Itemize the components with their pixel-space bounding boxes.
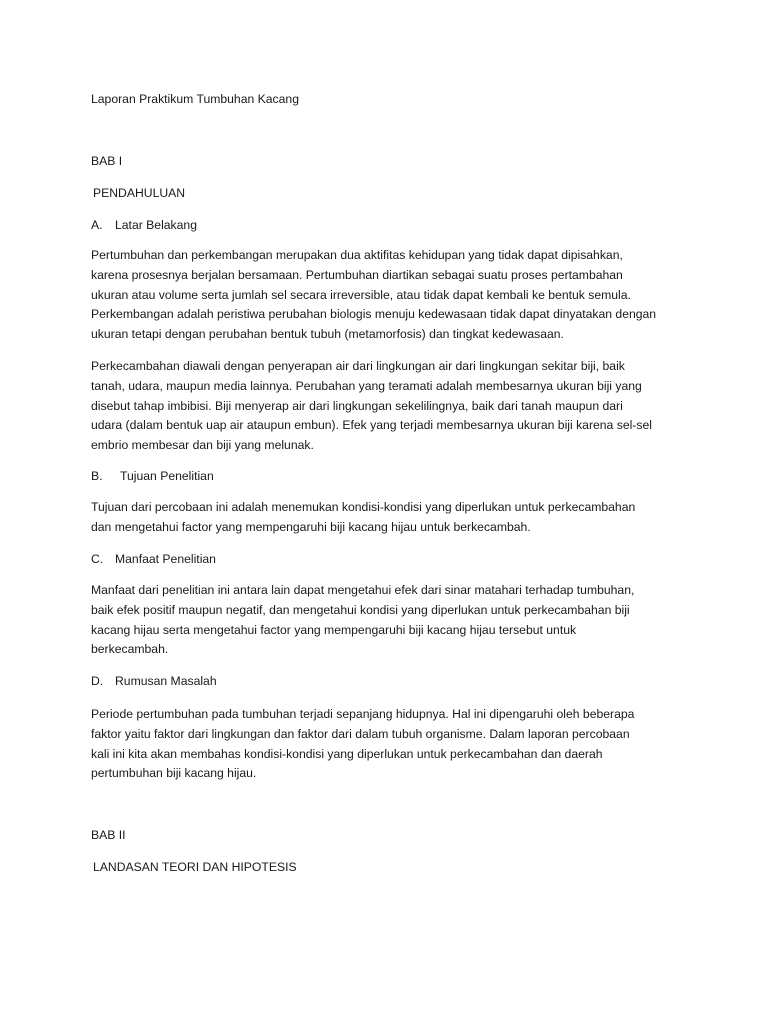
section-a-paragraph-2 xyxy=(91,357,681,456)
section-a-heading xyxy=(91,216,197,236)
paragraph-line: pertumbuhan biji kacang hijau. xyxy=(91,766,257,781)
section-c-letter: C. xyxy=(91,552,104,566)
paragraph-line: Tujuan dari percobaan ini adalah menemukan kondisi-kondisi yang diperlukan untuk perkecambahan xyxy=(91,500,636,514)
bab2-label: BAB II xyxy=(91,828,126,842)
section-b-paragraph-1 xyxy=(91,498,681,538)
paragraph-line: udara (dalam bentuk uap air ataupun embun). Efek yang terjadi membesarnya ukuran biji karena sel-sel xyxy=(91,418,652,433)
paragraph-line: disebut tahap imbibisi. Biji menyerap air dari lingkungan sekelilingnya, baik dari tanah maupun dari xyxy=(91,398,623,413)
section-b-letter: B. xyxy=(91,469,103,483)
section-d-letter: D. xyxy=(91,674,104,688)
paragraph-line: ukuran tetapi dengan perubahan bentuk tubuh (metamorfosis) dan tingkat kedewasaan. xyxy=(91,327,564,342)
section-b-heading xyxy=(91,467,214,487)
section-a-paragraph-1 xyxy=(91,246,681,345)
paragraph-line: Periode pertumbuhan pada tumbuhan terjadi sepanjang hidupnya. Hal ini dipengaruhi oleh beberapa xyxy=(91,707,635,721)
section-a-letter: A. xyxy=(91,218,103,232)
paragraph-line: embrio membesar dan biji yang melunak. xyxy=(91,438,314,453)
section-a-title: Latar Belakang xyxy=(115,218,197,232)
section-d-title: Rumusan Masalah xyxy=(115,674,217,688)
section-b-title: Tujuan Penelitian xyxy=(120,469,214,483)
bab1-label: BAB I xyxy=(91,154,123,168)
paragraph-line: berkecambah. xyxy=(91,642,169,657)
paragraph-line: dan mengetahui factor yang mempengaruhi biji kacang hijau untuk berkecambah. xyxy=(91,519,531,534)
paragraph-line: Pertumbuhan dan perkembangan merupakan dua aktifitas kehidupan yang tidak dapat dipisahkan, xyxy=(91,248,623,262)
document-page xyxy=(91,0,681,1024)
section-c-paragraph-1 xyxy=(91,581,681,660)
paragraph-line: faktor yaitu faktor dari lingkungan dan faktor dari dalam tubuh organisme. Dalam laporan percobaan xyxy=(91,726,630,741)
paragraph-line: kali ini kita akan membahas kondisi-kondisi yang diperlukan untuk perkecambahan dan daerah xyxy=(91,746,603,761)
section-d-paragraph-1 xyxy=(91,705,681,784)
bab2-heading: LANDASAN TEORI DAN HIPOTESIS xyxy=(93,860,297,874)
paragraph-line: Manfaat dari penelitian ini antara lain dapat mengetahui efek dari sinar matahari terhadap tumbuhan, xyxy=(91,583,635,597)
paragraph-line: Perkembangan adalah peristiwa perubahan biologis menuju kedewasaan tidak dapat dinyatakan dengan xyxy=(91,307,657,322)
section-d-heading xyxy=(91,672,217,692)
paragraph-line: baik efek positif maupun negatif, dan mengetahui kondisi yang diperlukan untuk perkecambahan biji xyxy=(91,602,630,617)
paragraph-line: Perkecambahan diawali dengan penyerapan air dari lingkungan air dari lingkungan sekitar biji, baik xyxy=(91,359,625,373)
bab1-heading: PENDAHULUAN xyxy=(93,186,186,200)
paragraph-line: kacang hijau serta mengetahui factor yang mempengaruhi biji kacang hijau tersebut untuk xyxy=(91,622,577,637)
section-c-heading xyxy=(91,550,216,570)
paragraph-line: tanah, udara, maupun media lainnya. Perubahan yang teramati adalah membesarnya ukuran biji yang xyxy=(91,378,642,393)
section-c-title: Manfaat Penelitian xyxy=(115,552,216,566)
paragraph-line: ukuran atau volume serta jumlah sel secara irreversible, atau tidak dapat kembali ke bentuk semula. xyxy=(91,287,631,302)
paragraph-line: karena prosesnya berjalan bersamaan. Pertumbuhan diartikan sebagai suatu proses pertambahan xyxy=(91,267,623,282)
document-title: Laporan Praktikum Tumbuhan Kacang xyxy=(91,92,299,106)
